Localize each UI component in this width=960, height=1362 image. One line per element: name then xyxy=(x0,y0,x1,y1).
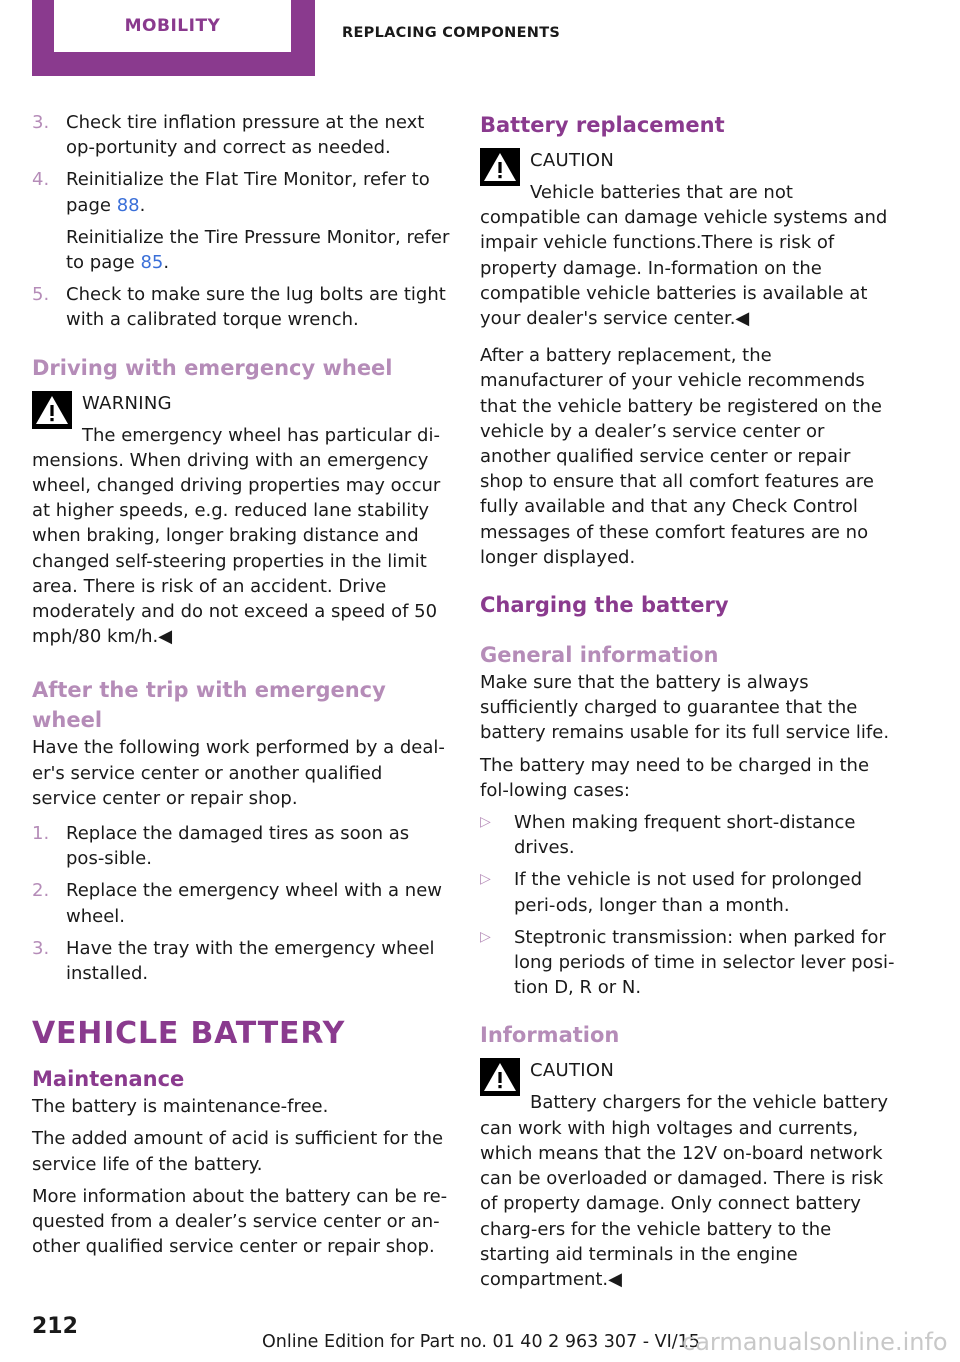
bullet-triangle-icon: ▷ xyxy=(480,871,491,888)
caution-text: Vehicle batteries that are not compatible can damage vehicle systems and impair vehicle functions.There is risk of property damage. In-formation on the compatible vehicle batteries is available at your dealer's service center.◀ xyxy=(480,182,888,330)
heading-maintenance: Maintenance xyxy=(32,1067,185,1092)
step-text: Replace the damaged tires as soon as pos-sible. xyxy=(66,823,410,870)
list-item xyxy=(32,282,450,332)
list-item xyxy=(32,110,450,160)
list-item xyxy=(480,810,898,860)
maintenance-text-1: The battery is maintenance-free. xyxy=(32,1096,329,1118)
replacement-text: After a battery replacement, the manufacturer of your vehicle recommends that the vehicle battery be registered on the vehicle by a dealer’s service center or another qualified service center or repair shop to ensure that all comfort features are fully available and that any Check Control messages of these comfort features are no longer displayed. xyxy=(480,345,882,568)
caution-box-2 xyxy=(480,1058,898,1292)
bullet-text: Steptronic transmission: when parked for long periods of time in selector lever posi-tion D, R or N. xyxy=(514,926,895,999)
step-text: Check tire inflation pressure at the next op-portunity and correct as needed. xyxy=(66,112,425,159)
step-number: 4. xyxy=(32,169,50,191)
step-text-end: . xyxy=(139,194,146,216)
chapter-label: MOBILITY xyxy=(124,16,221,36)
list-item xyxy=(32,821,450,871)
warning-triangle-icon xyxy=(32,391,72,429)
list-item xyxy=(480,867,898,917)
step-number: 5. xyxy=(32,284,50,306)
general-text-1: Make sure that the battery is always sufficiently charged to guarantee that the battery remains usable for its full service life. xyxy=(480,672,890,744)
chapter-tab-inner xyxy=(54,0,291,52)
watermark: carmanualsonline.info xyxy=(682,1328,948,1356)
heading-general-information: General information xyxy=(480,643,719,668)
caution-label: CAUTION xyxy=(530,1060,615,1082)
caution-box-1 xyxy=(480,148,898,331)
warning-triangle-icon xyxy=(480,1058,520,1096)
list-item xyxy=(32,878,450,928)
heading-after-trip: After the trip with emergency wheel xyxy=(32,678,386,733)
warning-triangle-icon xyxy=(480,148,520,186)
step-number: 1. xyxy=(32,823,50,845)
warning-label: WARNING xyxy=(82,392,172,414)
bullet-triangle-icon: ▷ xyxy=(480,814,491,831)
step-number: 3. xyxy=(32,937,50,959)
after-trip-text: Have the following work performed by a deal-er's service center or another qualified service center or repair shop. xyxy=(32,737,445,809)
warning-box xyxy=(32,391,450,650)
step-text: Reinitialize the Flat Tire Monitor, refer to page xyxy=(66,169,430,216)
step-text: Have the tray with the emergency wheel installed. xyxy=(66,937,435,985)
maintenance-text-3: More information about the battery can be re-quested from a dealer’s service center or an-other qualified service center or repair shop. xyxy=(32,1185,448,1258)
caution-label: CAUTION xyxy=(530,150,615,171)
heading-driving-emergency-wheel: Driving with emergency wheel xyxy=(32,355,393,380)
maintenance-text-2: The added amount of acid is sufficient for the service life of the battery. xyxy=(32,1128,444,1175)
charging-cases-list xyxy=(480,810,898,1000)
general-text-2: The battery may need to be charged in the fol-lowing cases: xyxy=(480,754,870,801)
left-column xyxy=(32,110,450,1267)
chapter-tab xyxy=(32,0,315,76)
step-subtext-body: Reinitialize the Tire Pressure Monitor, refer to page xyxy=(66,226,450,274)
warning-text: The emergency wheel has particular di-mensions. When driving with an emergency wheel, changed driving properties may occur at higher speeds, e.g. reduced lane stability when braking, longer braking distance and changed self-steering properties in the limit area. There is risk of an accident. Drive moderately and do not exceed a speed of 50 mph/80 km/h.◀ xyxy=(32,424,441,648)
list-item xyxy=(480,925,898,1001)
edition-text: Online Edition for Part no. 01 40 2 963 307 - VI/15 xyxy=(262,1332,700,1352)
step-subtext-end: . xyxy=(163,252,170,274)
step-text: Check to make sure the lug bolts are tight with a calibrated torque wrench. xyxy=(66,284,446,331)
bullet-triangle-icon: ▷ xyxy=(480,928,491,945)
step-subtext xyxy=(66,225,450,275)
page-number: 212 xyxy=(32,1314,78,1339)
page-link-85[interactable]: 85 xyxy=(140,252,164,274)
bullet-text: When making frequent short-distance drives. xyxy=(514,812,856,859)
right-column xyxy=(480,110,898,1304)
after-steps-list xyxy=(32,821,450,986)
step-number: 2. xyxy=(32,880,50,902)
section-title: REPLACING COMPONENTS xyxy=(342,25,561,41)
heading-charging-battery: Charging the battery xyxy=(480,593,729,618)
caution-text: Battery chargers for the vehicle battery can work with high voltages and currents, which means that the 12V on-board network can be overloaded or damaged. There is risk of property damage. Only connect battery charg-ers for the vehicle battery to the starting aid terminals in the engine compartment.◀ xyxy=(480,1092,889,1290)
steps-top-list xyxy=(32,110,450,333)
step-number: 3. xyxy=(32,112,50,133)
section-title-vehicle-battery: VEHICLE BATTERY xyxy=(32,1016,346,1052)
heading-battery-replacement: Battery replacement xyxy=(480,113,725,137)
step-text: Replace the emergency wheel with a new wheel. xyxy=(66,880,442,927)
list-item xyxy=(32,167,450,275)
bullet-text: If the vehicle is not used for prolonged peri-ods, longer than a month. xyxy=(514,869,863,916)
page-link-88[interactable]: 88 xyxy=(116,194,140,216)
heading-information: Information xyxy=(480,1023,620,1048)
list-item xyxy=(32,936,450,986)
